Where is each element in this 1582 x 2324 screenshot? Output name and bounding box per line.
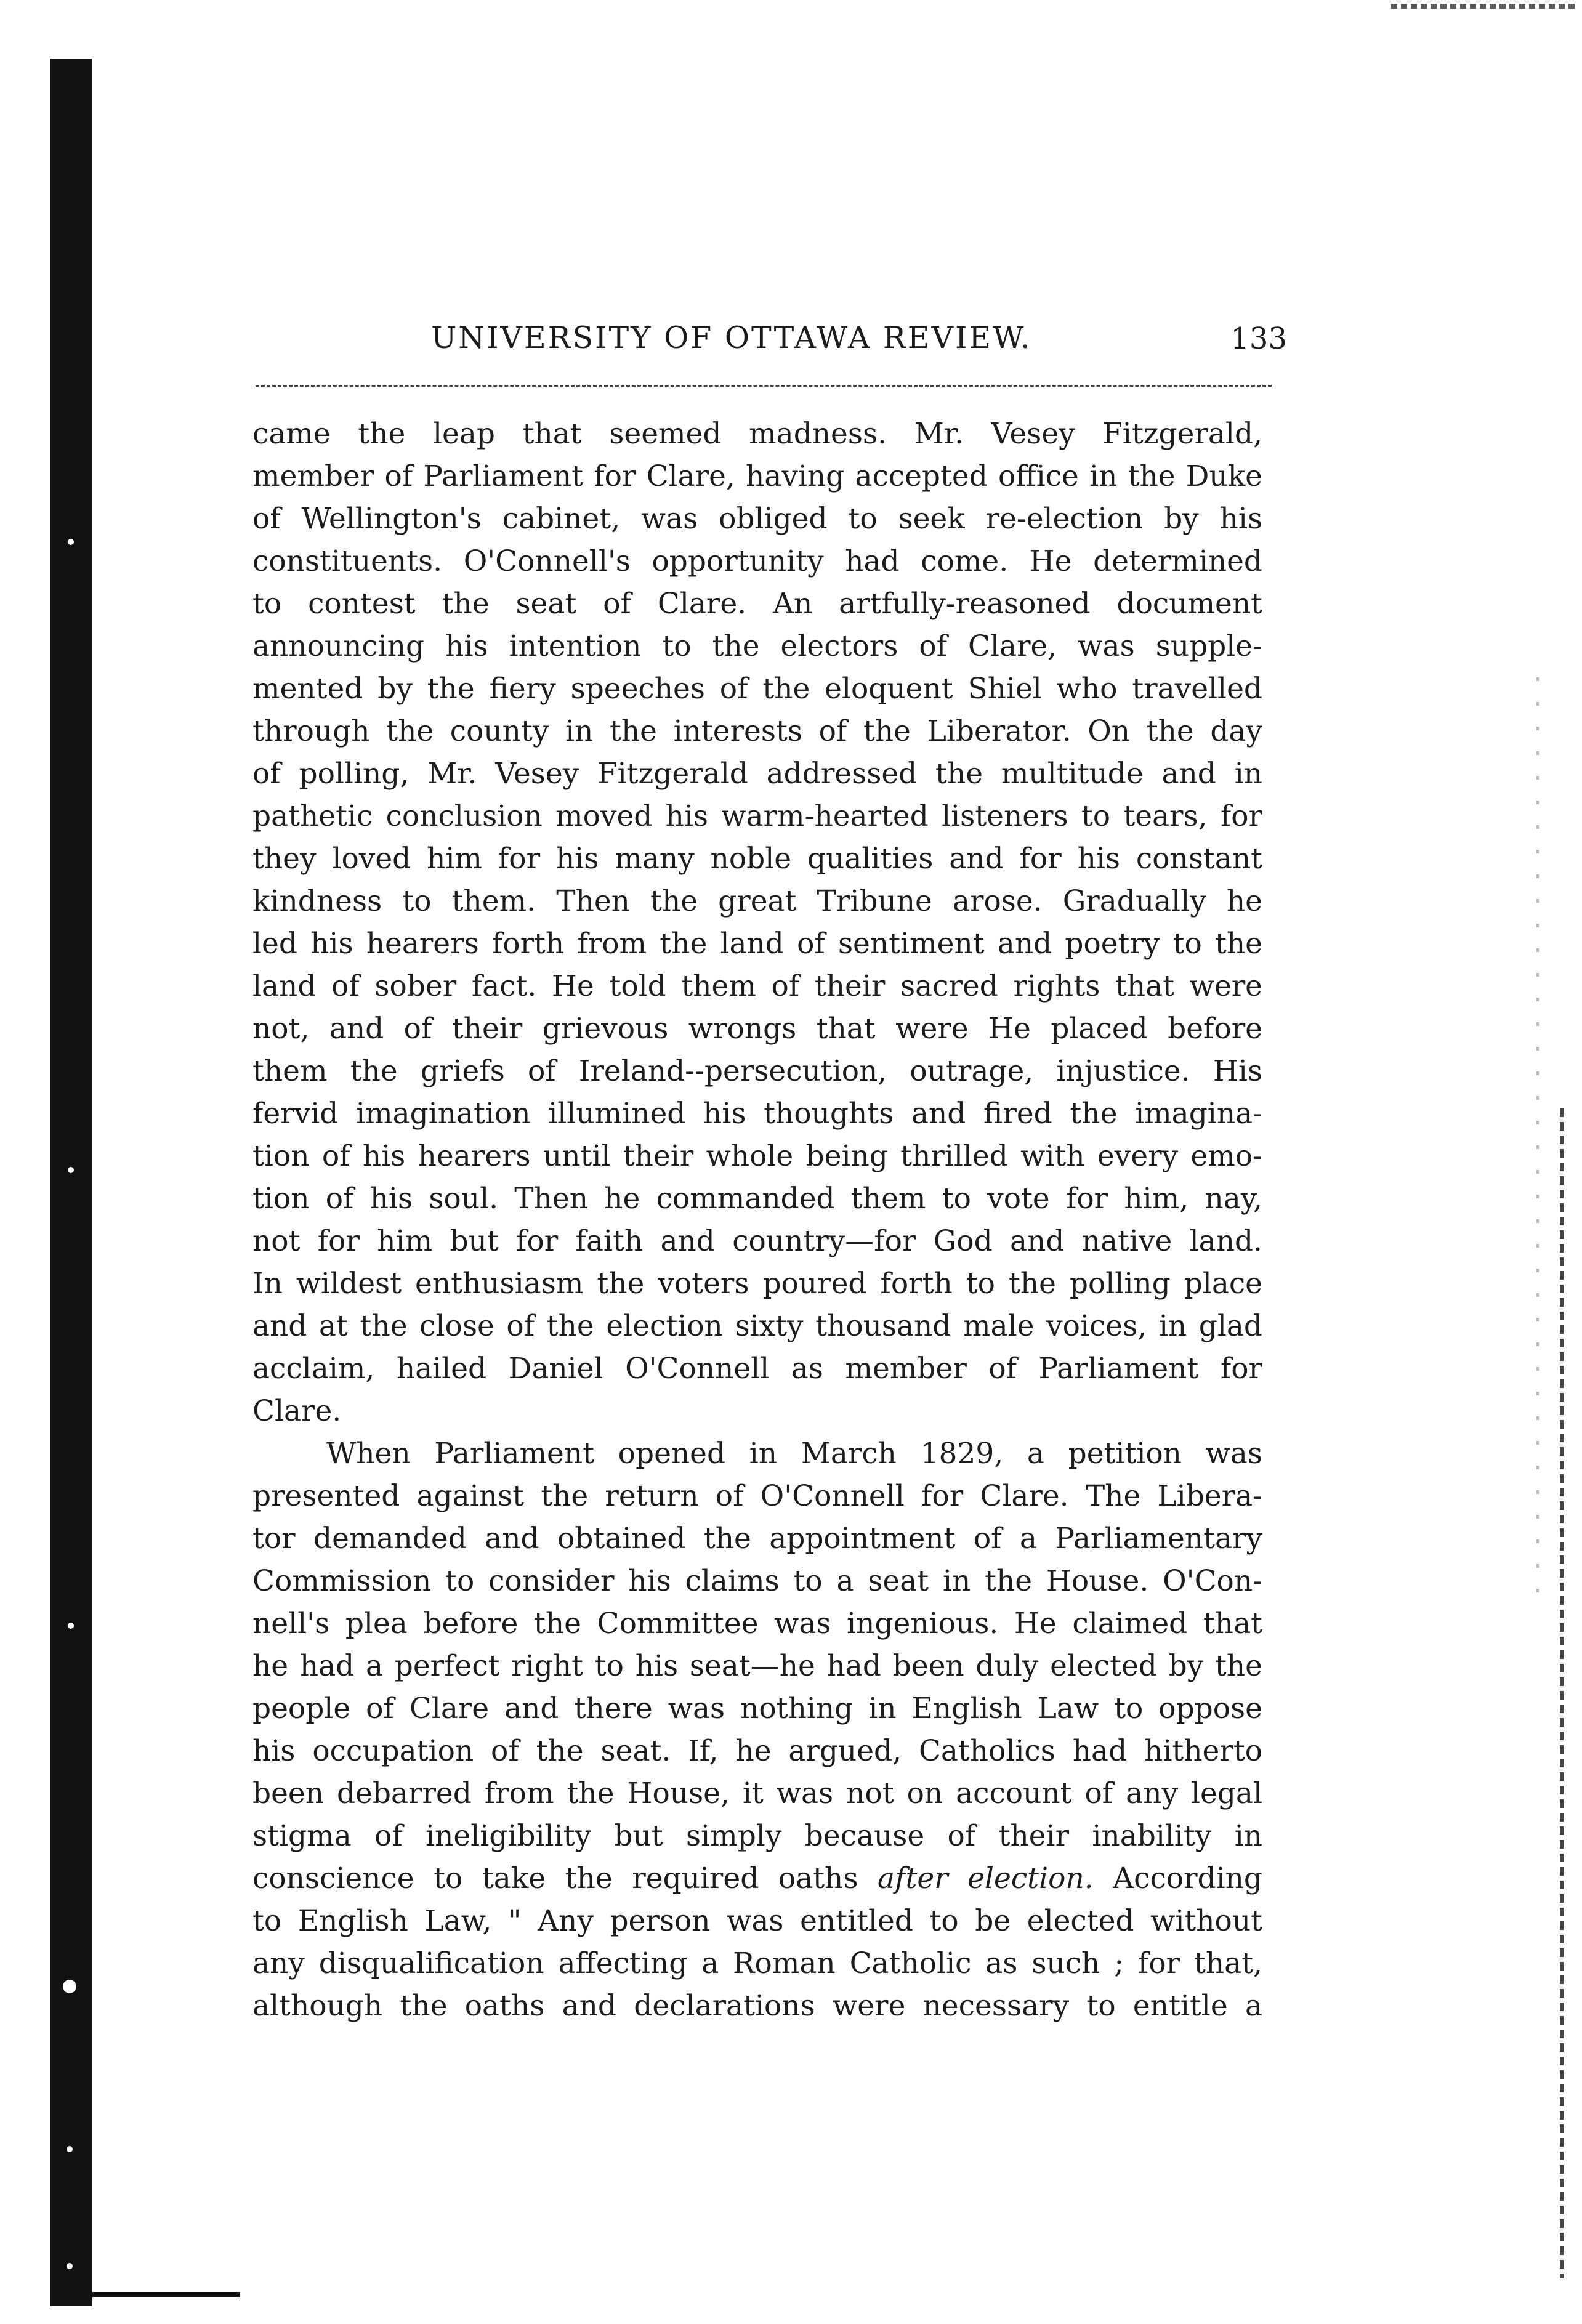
- text-line: to English Law, " Any person was entitled to be elected without: [252, 1904, 1262, 1938]
- text-line: announcing his intention to the electors of Clare, was supple-: [252, 629, 1262, 663]
- header-rule: [256, 385, 1272, 387]
- text-line: tion of his hearers until their whole being thrilled with every emo-: [252, 1139, 1262, 1173]
- text-line: not, and of their grievous wrongs that were He placed before: [252, 1012, 1262, 1046]
- text-line: any disqualification affecting a Roman Catholic as such ; for that,: [252, 1947, 1262, 1980]
- text-line: In wildest enthusiasm the voters poured forth to the polling place: [252, 1267, 1262, 1301]
- text-line: member of Parliament for Clare, having accepted office in the Duke: [252, 459, 1262, 493]
- text-line: they loved him for his many noble qualities and for his constant: [252, 842, 1262, 876]
- text-line: them the griefs of Ireland--persecution, outrage, injustice. His: [252, 1054, 1262, 1088]
- text-line: tion of his soul. Then he commanded them to vote for him, nay,: [252, 1182, 1262, 1216]
- text-line: When Parliament opened in March 1829, a petition was: [326, 1437, 1262, 1471]
- text-line: although the oaths and declarations were necessary to entitle a: [252, 1989, 1262, 2023]
- text-segment: According: [1093, 1862, 1263, 1895]
- text-line: kindness to them. Then the great Tribune arose. Gradually he: [252, 884, 1262, 918]
- text-line: [252, 1857, 1262, 1900]
- text-line: acclaim, hailed Daniel O'Connell as member of Parliament for: [252, 1352, 1262, 1386]
- text-line: constituents. O'Connell's opportunity had come. He determined: [252, 544, 1262, 578]
- text-line: nell's plea before the Committee was ingenious. He claimed that: [252, 1607, 1262, 1640]
- text-line: led his hearers forth from the land of sentiment and poetry to the: [252, 927, 1262, 961]
- text-line: through the county in the interests of the Liberator. On the day: [252, 714, 1262, 748]
- binding-edge: [50, 59, 92, 2306]
- text-line: Clare.: [252, 1394, 342, 1428]
- italic-phrase: after election.: [878, 1862, 1094, 1895]
- text-line: of Wellington's cabinet, was obliged to seek re-election by his: [252, 502, 1262, 536]
- paragraph-2: [252, 1432, 1262, 2027]
- text-line: he had a perfect right to his seat—he had been duly elected by the: [252, 1649, 1262, 1683]
- body-text: [252, 413, 1262, 2027]
- text-line: Commission to consider his claims to a seat in the House. O'Con-: [252, 1564, 1262, 1598]
- text-line: stigma of ineligibility but simply because of their inability in: [252, 1819, 1262, 1853]
- text-line: tor demanded and obtained the appointment of a Parliamentary: [252, 1522, 1262, 1555]
- running-head: [240, 320, 1287, 369]
- page-number: 133: [1230, 321, 1287, 356]
- text-line: not for him but for faith and country—for God and native land.: [252, 1224, 1262, 1258]
- paragraph-1: [252, 413, 1262, 1432]
- text-line: came the leap that seemed madness. Mr. Vesey Fitzgerald,: [252, 417, 1262, 451]
- text-line: presented against the return of O'Connell for Clare. The Libera-: [252, 1479, 1262, 1513]
- scan-noise: [1560, 1108, 1564, 2278]
- scan-streak: [1391, 4, 1576, 9]
- text-line: to contest the seat of Clare. An artfully-reasoned document: [252, 587, 1262, 621]
- running-title: UNIVERSITY OF OTTAWA REVIEW.: [431, 320, 1032, 355]
- text-line: of polling, Mr. Vesey Fitzgerald addressed the multitude and in: [252, 757, 1262, 791]
- binding-edge-foot: [92, 2292, 240, 2297]
- text-line: mented by the fiery speeches of the eloquent Shiel who travelled: [252, 672, 1262, 706]
- text-line: his occupation of the seat. If, he argued, Catholics had hitherto: [252, 1734, 1262, 1768]
- text-line: fervid imagination illumined his thoughts and fired the imagina-: [252, 1097, 1262, 1131]
- text-line: land of sober fact. He told them of their sacred rights that were: [252, 969, 1262, 1003]
- text-line: been debarred from the House, it was not on account of any legal: [252, 1777, 1262, 1810]
- text-line: and at the close of the election sixty thousand male voices, in glad: [252, 1309, 1262, 1343]
- text-line: pathetic conclusion moved his warm-hearted listeners to tears, for: [252, 799, 1262, 833]
- text-segment: conscience to take the required oaths: [252, 1862, 878, 1895]
- scan-noise: [1536, 677, 1539, 1601]
- text-line: people of Clare and there was nothing in English Law to oppose: [252, 1692, 1262, 1725]
